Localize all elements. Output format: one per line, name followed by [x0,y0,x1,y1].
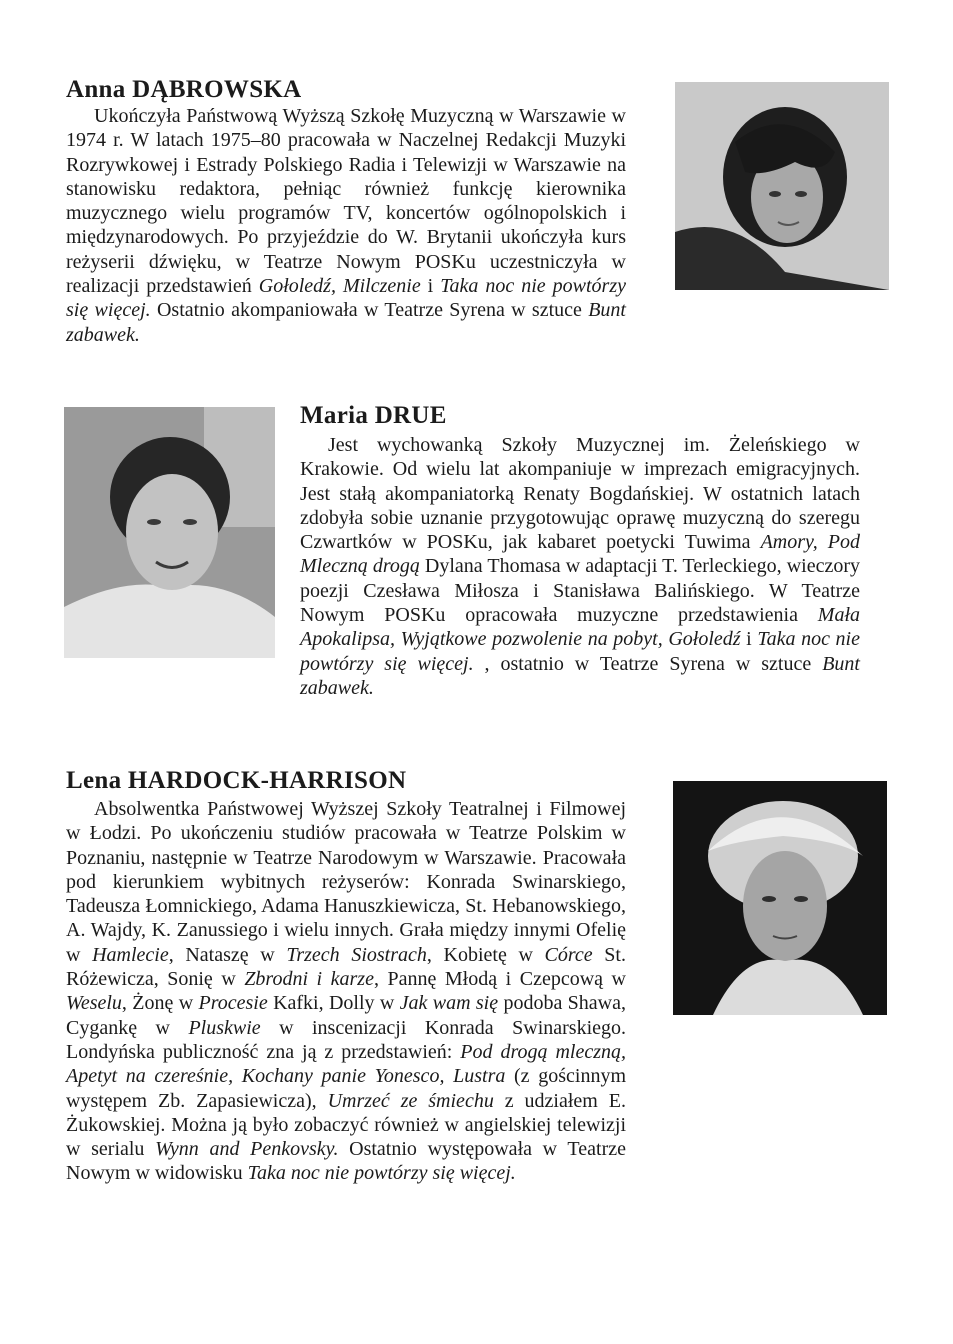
entry-name: Anna DĄBROWSKA [66,76,302,103]
portrait-photo [673,781,887,1015]
italic-title: Weselu [66,992,122,1015]
bio-text: , Pannę Młodą i Czepcową w [373,968,626,991]
italic-title: Bunt zabawek. [300,652,860,699]
italic-title: Gołoledź, Milczenie [258,275,421,298]
bio-text: , Nataszę w [168,943,287,966]
bio-text: Ukończyła Państwową Wyższą Szkołę Muzyczną w Warszawie w 1974 r. W latach 1975–80 pracowała w Naczelnej Redakcji Muzyki Rozrywkowej i Estrady Polskiego Radia i Telewizji w Warszawie na stanowisku redaktora, pełniąc również funkcję kierownika muzycznego wielu programów TV, koncertów ogólnopolskich i międzynarodowych. Po przyjeździe do W. Brytanii ukończyła kurs reżyserii dźwięku, w Teatrze Nowym POSKu uczestniczyła w realizacji przedstawień [66,105,626,298]
bio-text: Jest wychowanką Szkoły Muzycznej im. Żeleńskiego w Krakowie. Od wielu lat akompaniuje w imprezach emigracyjnych. Jest stałą akompaniatorką Renaty Bogdańskiej. W ostatnich latach zdobyła sobie uznanie przygotowując oprawę muzyczną do szeregu Czwartków w POSKu, jak kabaret poetycki Tuwima [300,434,860,554]
bio-text: z udziałem E. Żukowskiej. Można ją było zobaczyć również w angielskiej telewizji w serialu [66,1089,626,1161]
bio-text: , Żonę w [121,992,199,1015]
bio-text: (z gościnnym występem Zb. Zapasiewicza), [66,1065,627,1112]
bio-text: Ostatnio występowała w Teatrze Nowym w widowisku [66,1138,626,1185]
italic-title: Procesie [198,992,268,1015]
italic-title: Taka noc nie powtórzy się więcej. [66,275,626,322]
bio-text: i [740,628,758,651]
italic-title: Córce [544,943,593,966]
italic-title: Amory, Pod Mleczną drogą [300,531,861,578]
bio-text: , Kobietę w [426,943,545,966]
bio-text: Kafki, Dolly w [267,992,400,1015]
italic-title: Taka noc nie powtórzy się więcej. [300,628,860,675]
italic-title: Jak wam się [399,992,499,1015]
italic-title: Umrzeć ze śmiechu [327,1089,494,1112]
bio-text: Absolwentka Państwowej Wyższej Szkoły Teatralnej i Filmowej w Łodzi. Po ukończeniu studiów pracowała w Teatrze Polskim w Poznaniu, następnie w Teatrze Narodowym w Warszawie. Pracowała pod kierunkiem wybitnych reżyserów: Konrada Swinarskiego, Tadeusza Łomnickiego, Adama Hanuszkiewicza, St. Hebanowskiego, A. Wajdy, K. Zanussiego i wielu innych. Grała między innymi Ofelię w [66,798,626,966]
italic-title: Pluskwie [188,1016,261,1039]
entry-name: Maria DRUE [300,402,447,429]
bio-text: Ostatnio akompaniowała w Teatrze Syrena w sztuce [150,299,589,322]
portrait-photo [675,82,889,290]
entry-bio [66,104,626,347]
italic-title: Taka noc nie powtórzy się więcej. [247,1162,516,1185]
italic-title: Trzech Siostrach [286,943,427,966]
bio-text: w inscenizacji Konrada Swinarskiego. Londyńska publiczność zna ją z przedstawień: [66,1016,626,1063]
italic-title: Zbrodni i karze [244,968,374,991]
bio-text: St. Różewicza, Sonię w [66,943,626,991]
italic-title: Hamlecie [92,943,169,966]
entry-bio [300,433,860,700]
italic-title: Pod drogą mleczną, Apetyt na czereśnie, Kochany panie Yonesco, Lustra [66,1040,626,1088]
bio-text: i [420,275,441,298]
italic-title: Mała Apokalipsa, Wyjątkowe pozwolenie na pobyt, Gołoledź [300,604,860,651]
entry-name: Lena HARDOCK-HARRISON [66,767,407,794]
bio-text: Dylana Thomasa w adaptacji T. Terleckiego, wieczory poezji Czesława Miłosza i Stanisława Balińskiego. W Teatrze Nowym POSKu opracowała muzyczne przedstawienia [300,555,860,627]
italic-title: Wynn and Penkovsky. [155,1138,339,1161]
bio-text: , ostatnio w Teatrze Syrena w sztuce [473,652,823,675]
italic-title: Bunt zabawek. [66,299,626,346]
portrait-photo [64,407,275,658]
entry-bio [66,797,626,1186]
bio-text: podoba Shawa, Cygankę w [66,992,626,1039]
